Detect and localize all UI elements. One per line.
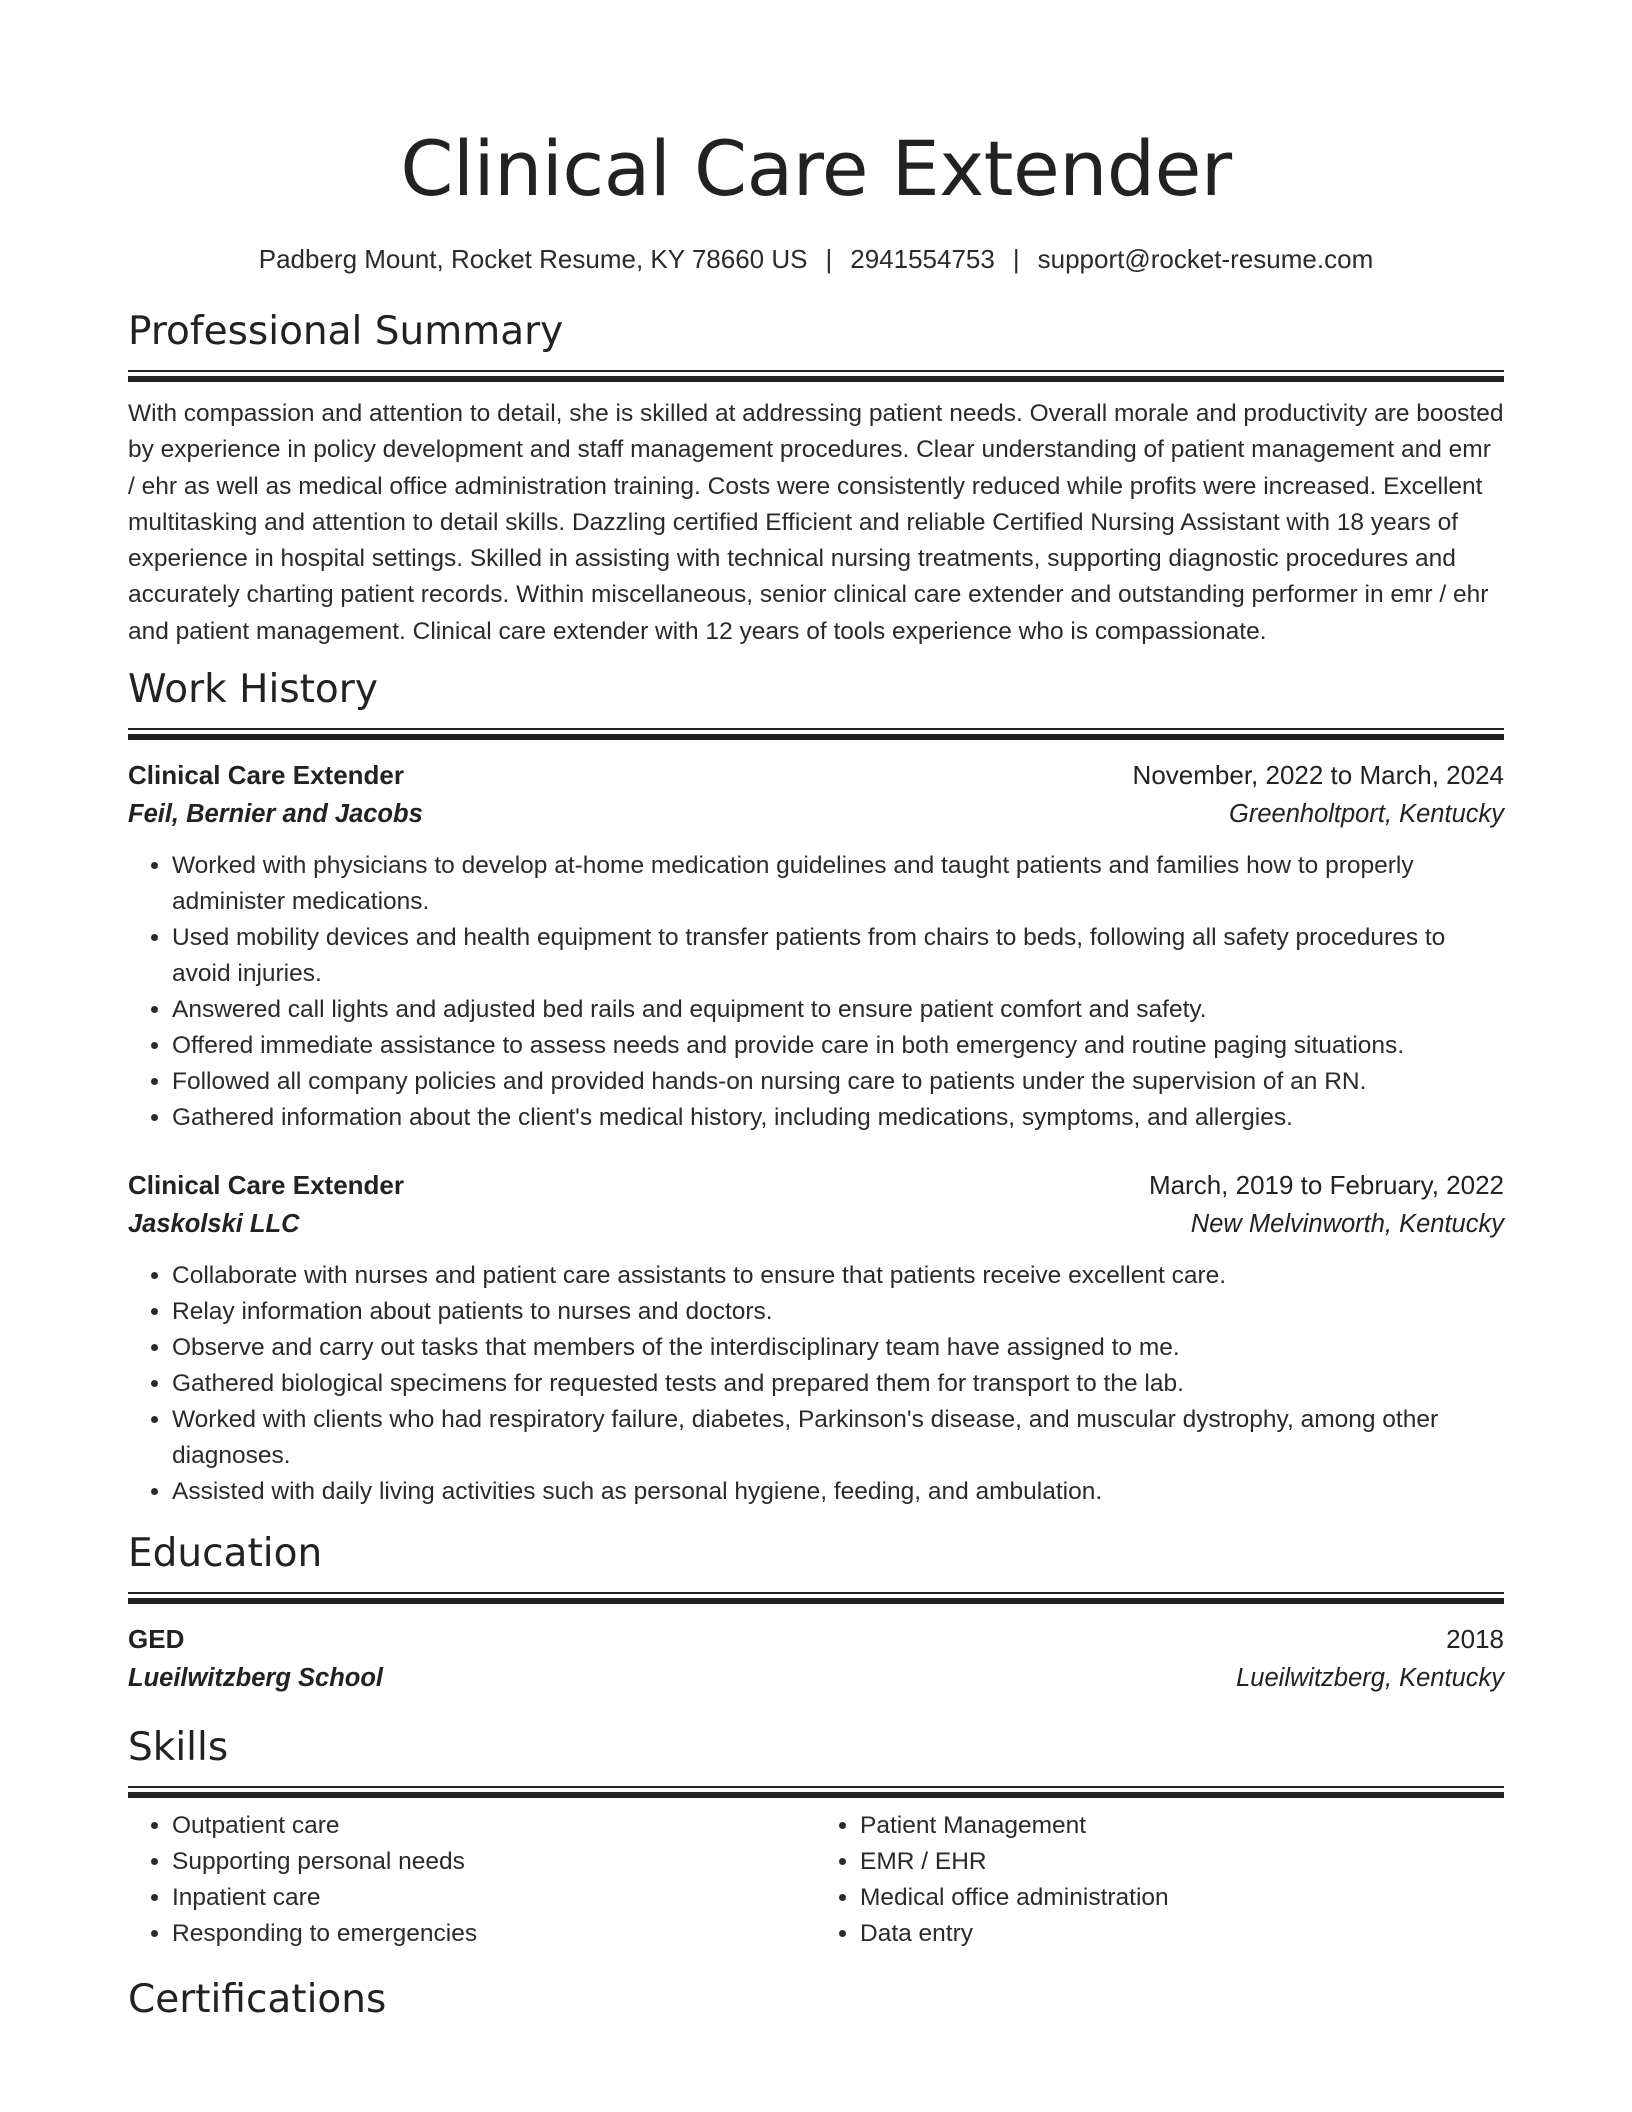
section-title-certifications: Certifications [128,1977,387,2023]
list-item: • Patient Management [860,1808,1504,1844]
skills-column-left [128,1808,816,1952]
section-divider [128,1786,1504,1798]
list-item: • Observe and carry out tasks that members of the interdisciplinary team have assigned to me. [172,1330,1504,1366]
candidate-name: Clinical Care Extender [400,124,1232,213]
job-company: Feil, Bernier and Jacobs [128,800,423,829]
list-item: • Followed all company policies and provided hands-on nursing care to patients under the supervision of an RN. [172,1064,1504,1100]
contact-separator: | [1012,244,1020,274]
education-year: 2018 [1446,1624,1504,1655]
certifications-section [128,1974,1504,2026]
job-dates: November, 2022 to March, 2024 [1132,760,1504,791]
skills-list [128,1808,1504,1952]
job-location: Greenholtport, Kentucky [1229,800,1504,829]
list-item: • Outpatient care [172,1808,816,1844]
list-item: • Assisted with daily living activities such as personal hygiene, feeding, and ambulation. [172,1474,1504,1510]
summary-text: With compassion and attention to detail, she is skilled at addressing patient needs. Overall morale and productivity are boosted by experience in policy development and staff management procedures. Clear understanding of patient management and emr / ehr as well as medical office administration training. Costs were consistently reduced while profits were increased. Excellent multitasking and attention to detail skills. Dazzling certified Efficient and reliable Certified Nursing Assistant with 18 years of experience in hospital settings. Skilled in assisting with technical nursing treatments, supporting diagnostic procedures and accurately charting patient records. Within miscellaneous, senior clinical care extender and outstanding performer in emr / ehr and patient management. Clinical care extender with 12 years of tools experience who is compassionate. [128,400,1504,645]
list-item: • Answered call lights and adjusted bed rails and equipment to ensure patient comfort and safety. [172,992,1504,1028]
contact-line [128,242,1504,276]
education-section [128,1528,1504,1698]
list-item: • Inpatient care [172,1880,816,1916]
contact-address: Padberg Mount, Rocket Resume, KY 78660 US [258,244,808,274]
education-location: Lueilwitzberg, Kentucky [1236,1664,1504,1693]
job-title: Clinical Care Extender [128,760,404,791]
list-item: • Worked with physicians to develop at-home medication guidelines and taught patients and families how to properly administer medications. [172,848,1504,920]
section-title-skills: Skills [128,1725,229,1771]
list-item: • Offered immediate assistance to assess needs and provide care in both emergency and routine paging situations. [172,1028,1504,1064]
education-degree: GED [128,1624,185,1655]
skills-column-right [816,1808,1504,1952]
list-item: • Data entry [860,1916,1504,1952]
contact-email: support@rocket-resume.com [1037,244,1374,274]
section-divider [128,370,1504,382]
section-title-education: Education [128,1531,323,1577]
list-item: • Gathered biological specimens for requested tests and prepared them for transport to the lab. [172,1366,1504,1402]
list-item: • EMR / EHR [860,1844,1504,1880]
job-dates: March, 2019 to February, 2022 [1148,1170,1504,1201]
list-item: • Responding to emergencies [172,1916,816,1952]
contact-phone: 2941554753 [850,244,995,274]
job-title: Clinical Care Extender [128,1170,404,1201]
contact-separator: | [825,244,833,274]
list-item: • Worked with clients who had respiratory failure, diabetes, Parkinson's disease, and muscular dystrophy, among other diagnoses. [172,1402,1504,1474]
section-title-work-history: Work History [128,667,378,713]
job-location: New Melvinworth, Kentucky [1190,1210,1504,1239]
job-bullets [128,848,1504,1136]
job-entry [128,756,1504,1136]
work-history-section [128,664,1504,1510]
job-entry [128,1166,1504,1510]
list-item: • Used mobility devices and health equipment to transfer patients from chairs to beds, following all safety procedures to avoid injuries. [172,920,1504,992]
skills-section [128,1722,1504,1952]
section-divider [128,1592,1504,1604]
education-school: Lueilwitzberg School [128,1664,384,1693]
section-title-summary: Professional Summary [128,309,564,354]
job-bullets [128,1258,1504,1510]
list-item: • Medical office administration [860,1880,1504,1916]
list-item: • Collaborate with nurses and patient care assistants to ensure that patients receive excellent care. [172,1258,1504,1294]
list-item: • Supporting personal needs [172,1844,816,1880]
section-divider [128,728,1504,740]
summary-section [128,306,1504,650]
list-item: • Relay information about patients to nurses and doctors. [172,1294,1504,1330]
job-company: Jaskolski LLC [128,1210,300,1239]
list-item: • Gathered information about the client's medical history, including medications, symptoms, and allergies. [172,1100,1504,1136]
